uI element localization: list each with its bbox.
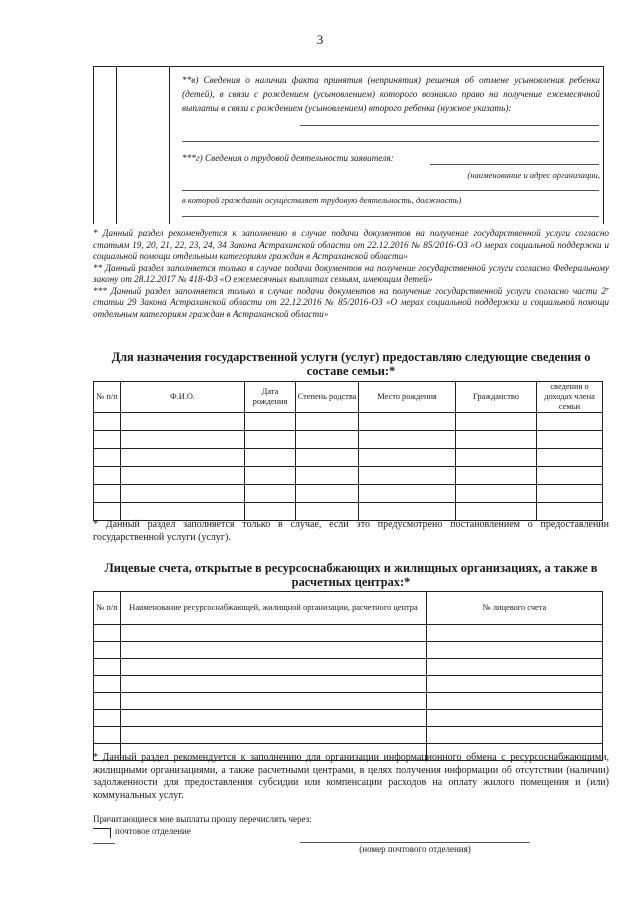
item-g-caption: (наименование и адрес организации, [467, 170, 600, 180]
col-citizenship: Гражданство [456, 382, 537, 413]
accounts-section-heading: Лицевые счета, открытые в ресурсоснабжающих и жилищных организациях, а также в расчетных центрах:* [104, 561, 598, 589]
table-row[interactable] [94, 676, 603, 693]
item-g-field-3[interactable] [182, 216, 599, 217]
post-office-label: почтовое отделение [115, 826, 191, 836]
note-2: ** Данный раздел заполняется только в случае подачи документов на получение государственной услуги согласно Федеральному закону от 28.12.2017 № 418-ФЗ «О ежемесячных выплатах семьям, имеющим детей» [93, 262, 609, 284]
page-number: 3 [316, 32, 324, 47]
item-g-text: ***г) Сведения о трудовой деятельности заявителя: [182, 154, 394, 164]
table-row[interactable] [94, 413, 603, 431]
table-row[interactable] [94, 710, 603, 727]
col-birthplace: Место рождения [359, 382, 456, 413]
col-number: № п/п [94, 382, 121, 413]
table-row[interactable] [94, 503, 603, 521]
checkbox-baseline [93, 843, 115, 844]
family-table-header [94, 382, 603, 413]
item-v-field-2[interactable] [182, 141, 599, 142]
item-v-field[interactable] [300, 125, 599, 126]
accounts-table-header [94, 592, 603, 625]
table-row[interactable] [94, 727, 603, 744]
table-row[interactable] [94, 642, 603, 659]
col-relation: Степень родства [296, 382, 359, 413]
col-fio: Ф.И.О. [121, 382, 245, 413]
payment-prompt: Причитающиеся мне выплаты прошу перечислять через: [93, 814, 312, 824]
accounts-table [93, 591, 603, 761]
item-g-field[interactable] [430, 164, 599, 165]
post-office-number-field[interactable] [300, 842, 530, 843]
col-birthdate: Дата рождения [245, 382, 296, 413]
column-divider [169, 66, 170, 224]
post-office-number-caption: (номер почтового отделения) [359, 844, 471, 854]
post-office-checkbox[interactable] [93, 828, 111, 838]
table-row[interactable] [94, 467, 603, 485]
note-1: * Данный раздел рекомендуется к заполнению в случае подачи документов на получение государственной услуги согласно статьям 19, 20, 21, 22, 23, 24, 34 Закона Астраханской области от 22.12.2016 № 85/2016-ОЗ «О мерах социальной поддержки и социальной помощи отдельным категориям граждан в Астраханской области» [93, 228, 609, 261]
table-row[interactable] [94, 693, 603, 710]
family-table [93, 381, 603, 521]
table-row[interactable] [94, 659, 603, 676]
accounts-footnote: * Данный раздел рекомендуется к заполнению для организации информационного обмена с ресурсоснабжающими, жилищными организациями, а также расчетными центрами, в целях получения информации об отсутствии (наличии) задолженности для предоставления субсидии или компенсации расходов на оплату жилого помещения и (или) коммунальных услуг. [93, 752, 609, 801]
item-g-caption-2: в которой гражданин осуществляет трудовую деятельность, должность) [182, 195, 462, 205]
item-v-text: **в) Сведения о наличии факта принятия (непринятия) решения об отмене усыновления ребенка (детей), в связи с рождением (усыновлением) которого возникло право на получение ежемесячной выплаты в связи с рождением (усыновлением) второго ребенка (нужное указать): [182, 76, 600, 114]
note-3: *** Данный раздел заполняется только в случае подачи документов на получение государственной услуги согласно части 2⁷ статьи 29 Закона Астраханской области от 22.12.2016 № 85/2016-ОЗ «О мерах социальной поддержки и социальной помощи отдельным категориям граждан в Астраханской области» [93, 285, 609, 319]
item-g-field-2[interactable] [182, 190, 599, 191]
table-row[interactable] [94, 485, 603, 503]
table-row[interactable] [94, 431, 603, 449]
col-organization: Наименование ресурсоснабжающей, жилищной организации, расчетного центра [121, 592, 427, 625]
family-section-heading: Для назначения государственной услуги (услуг) предоставляю следующие сведения о составе семьи:* [111, 350, 591, 378]
table-row[interactable] [94, 625, 603, 642]
table-row[interactable] [94, 449, 603, 467]
column-divider [116, 66, 117, 224]
section-notes [93, 228, 609, 320]
col-income: сведения о доходах члена семьи [537, 382, 603, 413]
col-account-number: № лицевого счета [427, 592, 603, 625]
family-footnote: * Данный раздел заполняется только в случае, если это предусмотрено постановлением о предоставлении государственной услуги (услуг). [93, 519, 609, 543]
top-frame-border [94, 66, 603, 67]
col-number: № п/п [94, 592, 121, 625]
